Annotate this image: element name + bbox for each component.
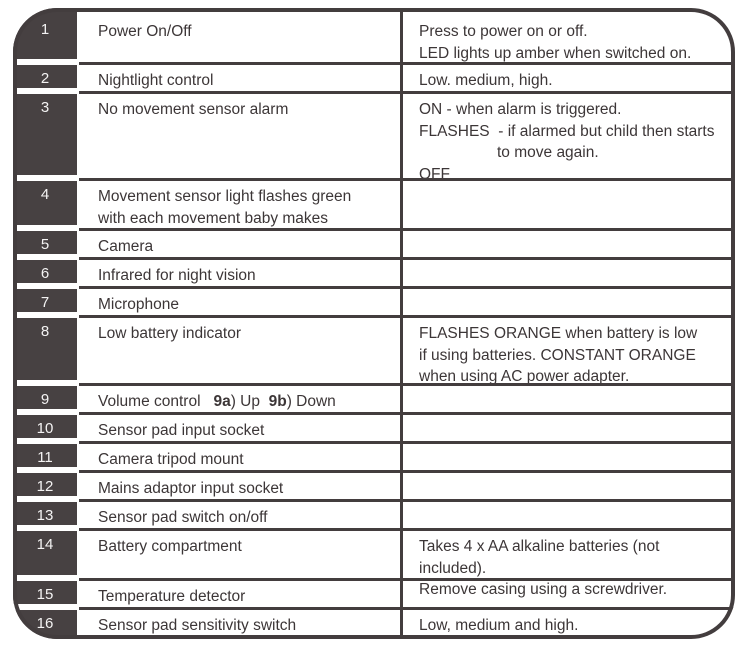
feature-label-cell	[79, 286, 400, 315]
feature-label-cell	[79, 412, 400, 441]
description-line: FLASHES ORANGE when battery is low	[419, 325, 698, 342]
feature-label-cell	[79, 62, 400, 91]
row-number-cell	[13, 470, 77, 499]
feature-description-cell	[400, 441, 735, 470]
label-text-run: 9a	[213, 393, 231, 410]
feature-label: Camera	[98, 238, 154, 255]
row-number-bg	[13, 318, 77, 380]
row-number-cell	[13, 578, 77, 607]
label-text-run: ) Up	[230, 393, 269, 410]
row-number-bg	[13, 415, 77, 438]
row-number-cell	[13, 499, 77, 528]
row-number-cell	[13, 286, 77, 315]
feature-description-cell	[400, 528, 735, 598]
description-line: Takes 4 x AA alkaline batteries (not included).	[419, 538, 664, 577]
feature-description-cell	[400, 257, 735, 286]
description-line: Low, medium and high.	[419, 617, 579, 634]
row-number: 13	[36, 507, 54, 524]
feature-description-cell	[400, 383, 735, 412]
row-number-bg	[13, 289, 77, 312]
description-line: ON - when alarm is triggered.	[419, 101, 622, 118]
description-line: LED lights up amber when switched on.	[419, 44, 692, 62]
row-number: 14	[36, 536, 54, 553]
feature-label	[98, 391, 390, 413]
description-line: OFF	[419, 165, 450, 183]
feature-description-cell	[400, 412, 735, 441]
feature-label-cell	[79, 178, 400, 228]
row-number: 8	[40, 323, 50, 340]
table-row	[13, 62, 735, 91]
description-line: if using batteries. CONSTANT ORANGE	[419, 346, 696, 364]
description-line: to move again.	[497, 144, 599, 161]
label-text-run: ) Down	[286, 393, 336, 410]
row-number: 11	[37, 449, 53, 466]
feature-label: No movement sensor alarm	[98, 101, 289, 118]
row-number-cell	[13, 607, 77, 639]
row-number: 4	[40, 186, 50, 203]
table-row	[13, 8, 735, 62]
feature-label: Battery compartment	[98, 538, 242, 555]
row-number-cell	[13, 441, 77, 470]
feature-description-cell	[400, 499, 735, 528]
table-row	[13, 607, 735, 639]
label-text-run: Volume control	[98, 393, 214, 410]
feature-description-cell	[400, 62, 735, 91]
table-row	[13, 228, 735, 257]
row-number-cell	[13, 412, 77, 441]
feature-label: Low battery indicator	[98, 325, 242, 342]
feature-label: Mains adaptor input socket	[98, 480, 284, 497]
table-row	[13, 412, 735, 441]
feature-label: Camera tripod mount	[98, 451, 244, 468]
row-number: 10	[36, 420, 54, 437]
row-number-cell	[13, 383, 77, 412]
table-rows	[13, 8, 735, 639]
row-number-bg	[13, 531, 77, 575]
description-line: when using AC power adapter.	[419, 368, 630, 385]
feature-description-cell	[400, 607, 735, 639]
feature-label-cell	[79, 578, 400, 607]
row-number-cell	[13, 62, 77, 91]
feature-label: Nightlight control	[98, 72, 214, 89]
feature-label: Infrared for night vision	[98, 267, 256, 284]
row-number-bg	[13, 8, 77, 59]
feature-label: Movement sensor light flashes green	[98, 188, 352, 205]
feature-description-cell	[400, 8, 735, 62]
table-row	[13, 578, 735, 607]
feature-label-cell	[79, 257, 400, 286]
row-number-cell	[13, 257, 77, 286]
feature-label: Sensor pad switch on/off	[98, 509, 268, 526]
row-number: 3	[40, 99, 50, 116]
row-number-bg	[13, 386, 77, 409]
table-body	[13, 8, 735, 639]
table-row	[13, 178, 735, 228]
row-number-bg	[13, 444, 77, 467]
row-number: 12	[36, 478, 54, 495]
feature-label: Microphone	[98, 296, 179, 313]
row-number-cell	[13, 315, 77, 383]
feature-label: Temperature detector	[98, 588, 246, 605]
row-number-bg	[13, 502, 77, 525]
description-line: Low. medium, high.	[419, 72, 553, 89]
row-number: 16	[36, 615, 54, 632]
row-number: 15	[36, 586, 54, 603]
feature-label-cell	[79, 441, 400, 470]
row-number-cell	[13, 228, 77, 257]
table-row	[13, 441, 735, 470]
label-text-run: 9b	[268, 393, 287, 410]
feature-label-cell	[79, 91, 400, 178]
row-number-bg	[13, 65, 77, 88]
row-number-cell	[13, 91, 77, 178]
row-number-cell	[13, 178, 77, 228]
row-number-cell	[13, 8, 77, 62]
row-number-bg	[13, 473, 77, 496]
feature-label-cell	[79, 607, 400, 639]
feature-description-cell	[400, 578, 735, 607]
feature-label-cell	[79, 8, 400, 62]
feature-label: Sensor pad sensitivity switch	[98, 617, 297, 634]
feature-label: with each movement baby makes	[98, 209, 329, 227]
row-number: 5	[40, 236, 50, 253]
table-row	[13, 499, 735, 528]
table-row	[13, 286, 735, 315]
feature-description-cell	[400, 228, 735, 257]
feature-label-cell	[79, 470, 400, 499]
row-number: 1	[40, 21, 50, 38]
table-row	[13, 91, 735, 183]
row-number-cell	[13, 528, 77, 578]
row-number-bg	[13, 260, 77, 283]
row-number-bg	[13, 231, 77, 254]
description-line: Press to power on or off.	[419, 23, 588, 40]
feature-label-cell	[79, 499, 400, 528]
feature-description-cell	[400, 315, 735, 383]
row-number-bg	[13, 181, 77, 225]
table-row	[13, 257, 735, 286]
feature-description-cell	[400, 470, 735, 499]
feature-description-cell	[400, 91, 735, 183]
row-number: 9	[40, 391, 50, 408]
description-line: FLASHES - if alarmed but child then starts	[419, 122, 715, 140]
feature-label-cell	[79, 383, 400, 412]
feature-description-cell	[400, 286, 735, 315]
row-number-bg	[13, 94, 77, 175]
row-number: 2	[40, 70, 50, 87]
row-number-bg	[13, 581, 77, 604]
table-row	[13, 383, 735, 412]
table-row	[13, 315, 735, 383]
feature-label-cell	[79, 228, 400, 257]
feature-label: Power On/Off	[98, 23, 192, 40]
feature-description-cell	[400, 178, 735, 228]
row-number: 6	[40, 265, 50, 282]
row-number-bg	[13, 610, 77, 639]
feature-label: Sensor pad input socket	[98, 422, 265, 439]
features-table	[13, 8, 735, 639]
feature-label-cell	[79, 528, 400, 578]
description-line: Remove casing using a screwdriver.	[419, 581, 668, 598]
row-number: 7	[40, 294, 50, 311]
table-row	[13, 470, 735, 499]
feature-label-cell	[79, 315, 400, 383]
